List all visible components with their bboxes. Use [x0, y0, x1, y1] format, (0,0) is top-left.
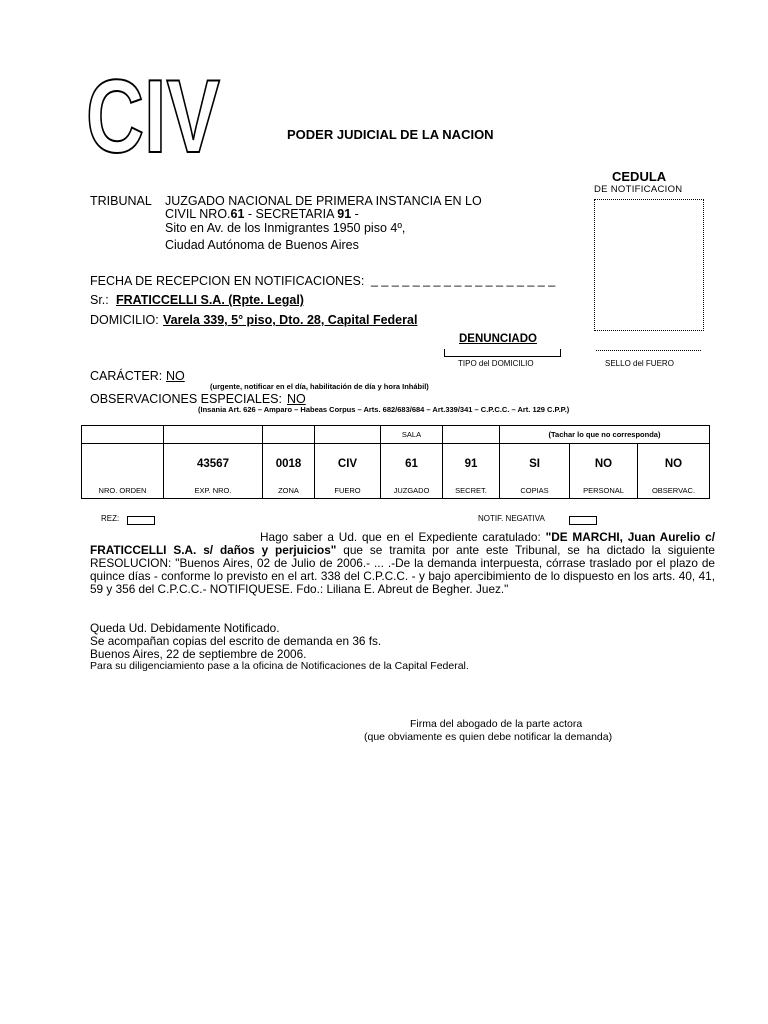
tribunal-line1: JUZGADO NACIONAL DE PRIMERA INSTANCIA EN LO [165, 194, 482, 208]
body-intro: Hago saber a Ud. que en el Expediente caratulado: [260, 530, 546, 544]
cell-empty [315, 426, 381, 444]
value-fuero: CIV [315, 444, 381, 483]
header-exp-nro: EXP. NRO. [164, 483, 263, 499]
closing-line3: Buenos Aires, 22 de septiembre de 2006. [90, 647, 307, 661]
page-title: PODER JUDICIAL DE LA NACION [287, 127, 494, 142]
civ-logo-text: CIV [86, 59, 220, 175]
notification-table [81, 425, 710, 499]
cedula-title: CEDULA [612, 169, 667, 184]
closing-line1: Queda Ud. Debidamente Notificado. [90, 621, 280, 635]
tipo-tick-left [444, 349, 445, 356]
resolution-text [90, 531, 715, 596]
caracter-label: CARÁCTER: [90, 369, 163, 383]
tribunal-label: TRIBUNAL [90, 194, 152, 208]
sr-label: Sr.: [90, 293, 109, 307]
notif-negativa-box [569, 516, 597, 525]
value-personal: NO [570, 444, 638, 483]
value-exp-nro: 43567 [164, 444, 263, 483]
value-nro-orden [82, 444, 164, 483]
cell-empty [263, 426, 315, 444]
value-copias: SI [500, 444, 570, 483]
tachar-header: (Tachar lo que no corresponda) [500, 426, 710, 444]
header-juzgado: JUZGADO [381, 483, 443, 499]
sr-value: FRATICCELLI S.A. (Rpte. Legal) [116, 293, 304, 307]
tipo-tick-right [560, 349, 561, 356]
tribunal-address: Sito en Av. de los Inmigrantes 1950 piso 4º, [165, 221, 406, 235]
caracter-value: NO [166, 369, 185, 383]
sello-box [594, 199, 704, 331]
value-observac: NO [638, 444, 710, 483]
tipo-domicilio-label: TIPO del DOMICILIO [458, 359, 534, 368]
civ-logo [86, 59, 226, 175]
fecha-blank: _ _ _ _ _ _ _ _ _ _ _ _ _ _ _ _ _ _ [371, 273, 556, 287]
domicilio-label: DOMICILIO: [90, 313, 159, 327]
cedula-subtitle: DE NOTIFICACION [594, 184, 683, 195]
cell-empty [82, 426, 164, 444]
sello-fuero-label: SELLO del FUERO [605, 359, 674, 368]
observaciones-note: (Insania Art. 626 – Amparo – Habeas Corpus – Arts. 682/683/684 – Art.339/341 – C.P.C.C. – Art. 129 C.P.P.) [198, 405, 570, 414]
closing-line2: Se acompañan copias del escrito de demanda en 36 fs. [90, 634, 382, 648]
rez-box [127, 516, 155, 525]
header-personal: PERSONAL [570, 483, 638, 499]
value-zona: 0018 [263, 444, 315, 483]
body-rest: que se tramita por ante este Tribunal, se ha dictado la siguiente RESOLUCION: "Buenos Aires, 02 de Julio de 2006.- ... .-De la demanda interpuesta, córrase traslado por el plazo de quince días - conforme lo previsto en el art. 338 del C.P.C.C. - y bajo apercibimiento de lo dispuesto en los arts. 40, 41, 59 y 356 del C.P.C.C.- NOTIFIQUESE. Fdo.: Liliana E. Abreut de Begher. Juez." [90, 543, 715, 596]
tribunal-city: Ciudad Autónoma de Buenos Aires [165, 238, 359, 252]
cell-empty [443, 426, 500, 444]
header-observac: OBSERVAC. [638, 483, 710, 499]
tipo-domicilio-line [444, 356, 561, 357]
value-juzgado: 61 [381, 444, 443, 483]
observaciones-label: OBSERVACIONES ESPECIALES: [90, 392, 282, 406]
closing-line4: Para su diligenciamiento pase a la oficina de Notificaciones de la Capital Federal. [90, 660, 469, 672]
rez-label: REZ: [101, 514, 120, 523]
sala-header: SALA [381, 426, 443, 444]
header-zona: ZONA [263, 483, 315, 499]
caratula: "DE MARCHI, Juan Aurelio c/ FRATICCELLI S.A. s/ daños y perjuicios" [90, 530, 715, 557]
firma-line2: (que obviamente es quien debe notificar la demanda) [364, 731, 613, 743]
value-secret: 91 [443, 444, 500, 483]
header-nro-orden: NRO. ORDEN [82, 483, 164, 499]
notif-negativa-label: NOTIF. NEGATIVA [478, 514, 545, 523]
firma-line1: Firma del abogado de la parte actora [410, 718, 583, 730]
header-copias: COPIAS [500, 483, 570, 499]
cell-empty [164, 426, 263, 444]
caracter-note: (urgente, notificar en el día, habilitación de día y hora Inhábil) [210, 382, 429, 391]
tribunal-line2: CIVIL NRO.61 - SECRETARIA 91 - [165, 207, 359, 221]
denunciado-label: DENUNCIADO [459, 333, 537, 345]
header-fuero: FUERO [315, 483, 381, 499]
fecha-label: FECHA DE RECEPCION EN NOTIFICACIONES: [90, 274, 365, 288]
observaciones-value: NO [287, 392, 306, 406]
header-secret: SECRET. [443, 483, 500, 499]
domicilio-value: Varela 339, 5° piso, Dto. 28, Capital Federal [163, 313, 418, 327]
sello-line [596, 350, 701, 351]
